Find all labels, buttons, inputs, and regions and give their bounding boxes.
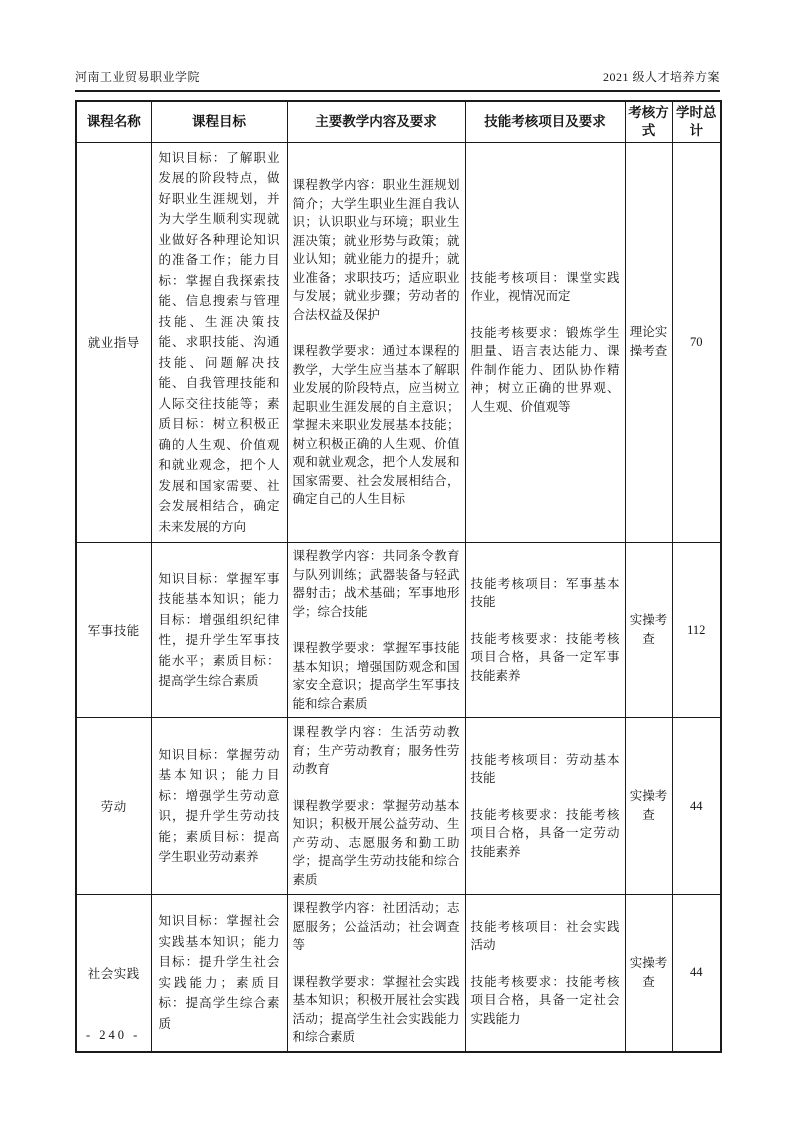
skill-assessment-cell [465, 718, 625, 895]
assessment-method-cell: 理论实操考查 [625, 142, 672, 543]
course-objectives-cell: 知识目标：掌握社会实践基本知识；能力目标：提升学生社会实践能力；素质目标：提高学生综合素质 [151, 895, 287, 1052]
table-header [76, 101, 721, 142]
course-name-cell: 劳动 [76, 718, 151, 895]
total-hours-cell: 44 [672, 718, 721, 895]
teaching-content-cell [287, 718, 465, 895]
paragraph: 课程教学要求：掌握社会实践基本知识；积极开展社会实践活动；提高学生社会实践能力和综合素质 [292, 974, 460, 1044]
header-assessment-method: 考核方式 [625, 101, 672, 142]
paragraph: 技能考核要求：技能考核项目合格，具备一定社会实践能力 [470, 974, 620, 1026]
skill-assessment-cell [465, 895, 625, 1052]
paragraph: 技能考核要求：锻炼学生胆量、语言表达能力、课件制作能力、团队协作精神；树立正确的世界观、人生观、价值观等 [470, 325, 620, 414]
course-objectives-cell: 知识目标：掌握军事技能基本知识；能力目标：增强组织纪律性，提升学生军事技能水平；素质目标：提高学生综合素质 [151, 543, 287, 718]
table-row [76, 718, 721, 895]
paragraph: 技能考核项目：军事基本技能 [470, 576, 620, 610]
paragraph: 课程教学内容：职业生涯规划简介；大学生职业生涯自我认识；认识职业与环境；职业生涯决策；就业形势与政策；就业认知；就业能力的提升；就业准备；求职技巧；适应职业与发展；就业步骤；劳动者的合法权益及保护 [292, 178, 460, 322]
paragraph: 技能考核项目：社会实践活动 [470, 919, 620, 952]
teaching-content-cell [287, 895, 465, 1052]
header-skill-assessment: 技能考核项目及要求 [465, 101, 625, 142]
course-objectives-cell: 知识目标：掌握劳动基本知识；能力目标：增强学生劳动意识，提升学生劳动技能；素质目标：提高学生职业劳动素养 [151, 718, 287, 895]
table-body [76, 142, 721, 1052]
paragraph: 课程教学内容：生活劳动教育；生产劳动教育；服务性劳动教育 [292, 725, 460, 776]
paragraph: 技能考核要求：技能考核项目合格，具备一定军事技能素养 [470, 631, 620, 683]
header-total-hours: 学时总计 [672, 101, 721, 142]
paragraph: 课程教学要求：通过本课程的教学，大学生应当基本了解职业发展的阶段特点，应当树立起职业生涯发展的自主意识；掌握未来职业发展基本技能；树立积极正确的人生观、价值观和就业观念，把个人发展和国家需要、社会发展相结合，确定自己的人生目标 [292, 344, 460, 506]
skill-assessment-cell [465, 543, 625, 718]
total-hours-cell: 44 [672, 895, 721, 1052]
assessment-method-cell: 实操考查 [625, 543, 672, 718]
header-course-objectives: 课程目标 [151, 101, 287, 142]
table-row [76, 142, 721, 543]
teaching-content-cell [287, 543, 465, 718]
paragraph: 课程教学内容：共同条令教育与队列训练；武器装备与轻武器射击；战术基础；军事地形学；综合技能 [292, 549, 460, 619]
page-header [75, 68, 720, 92]
course-name-cell: 就业指导 [76, 142, 151, 543]
course-name-cell: 社会实践 [76, 895, 151, 1052]
course-objectives-cell: 知识目标：了解职业发展的阶段特点，做好职业生涯规划，并为大学生顺利实现就业做好各种理论知识的准备工作；能力目标：掌握自我探索技能、信息搜索与管理技能、生涯决策技能、求职技能、沟通技能、问题解决技能、自我管理技能和人际交往技能等；素质目标：树立积极正确的人生观、价值观和就业观念，把个人发展和国家需要、社会发展相结合，确定未来发展的方向 [151, 142, 287, 543]
total-hours-cell: 70 [672, 142, 721, 543]
table-row [76, 895, 721, 1052]
table-row [76, 543, 721, 718]
school-name: 河南工业贸易职业学院 [75, 70, 201, 84]
assessment-method-cell: 实操考查 [625, 895, 672, 1052]
course-table [75, 100, 722, 1053]
paragraph: 技能考核要求：技能考核项目合格，具备一定劳动技能素养 [470, 807, 620, 859]
page-number: - 240 - [86, 1028, 141, 1042]
total-hours-cell: 112 [672, 543, 721, 718]
skill-assessment-cell [465, 142, 625, 543]
table-header-row [76, 101, 721, 142]
paragraph: 技能考核项目：课堂实践作业，视情况而定 [470, 270, 620, 303]
header-teaching-content: 主要教学内容及要求 [287, 101, 465, 142]
assessment-method-cell: 实操考查 [625, 718, 672, 895]
course-name-cell: 军事技能 [76, 543, 151, 718]
paragraph: 课程教学内容：社团活动；志愿服务；公益活动；社会调查等 [292, 901, 460, 952]
header-course-name: 课程名称 [76, 101, 151, 142]
paragraph: 技能考核项目：劳动基本技能 [470, 752, 620, 786]
plan-title: 2021 级人才培养方案 [602, 70, 720, 84]
paragraph: 课程教学要求：掌握军事技能基本知识；增强国防观念和国家安全意识；提高学生军事技能和综合素质 [292, 641, 460, 711]
paragraph: 课程教学要求：掌握劳动基本知识；积极开展公益劳动、生产劳动、志愿服务和勤工助学；提高学生劳动技能和综合素质 [292, 798, 460, 887]
teaching-content-cell [287, 142, 465, 543]
